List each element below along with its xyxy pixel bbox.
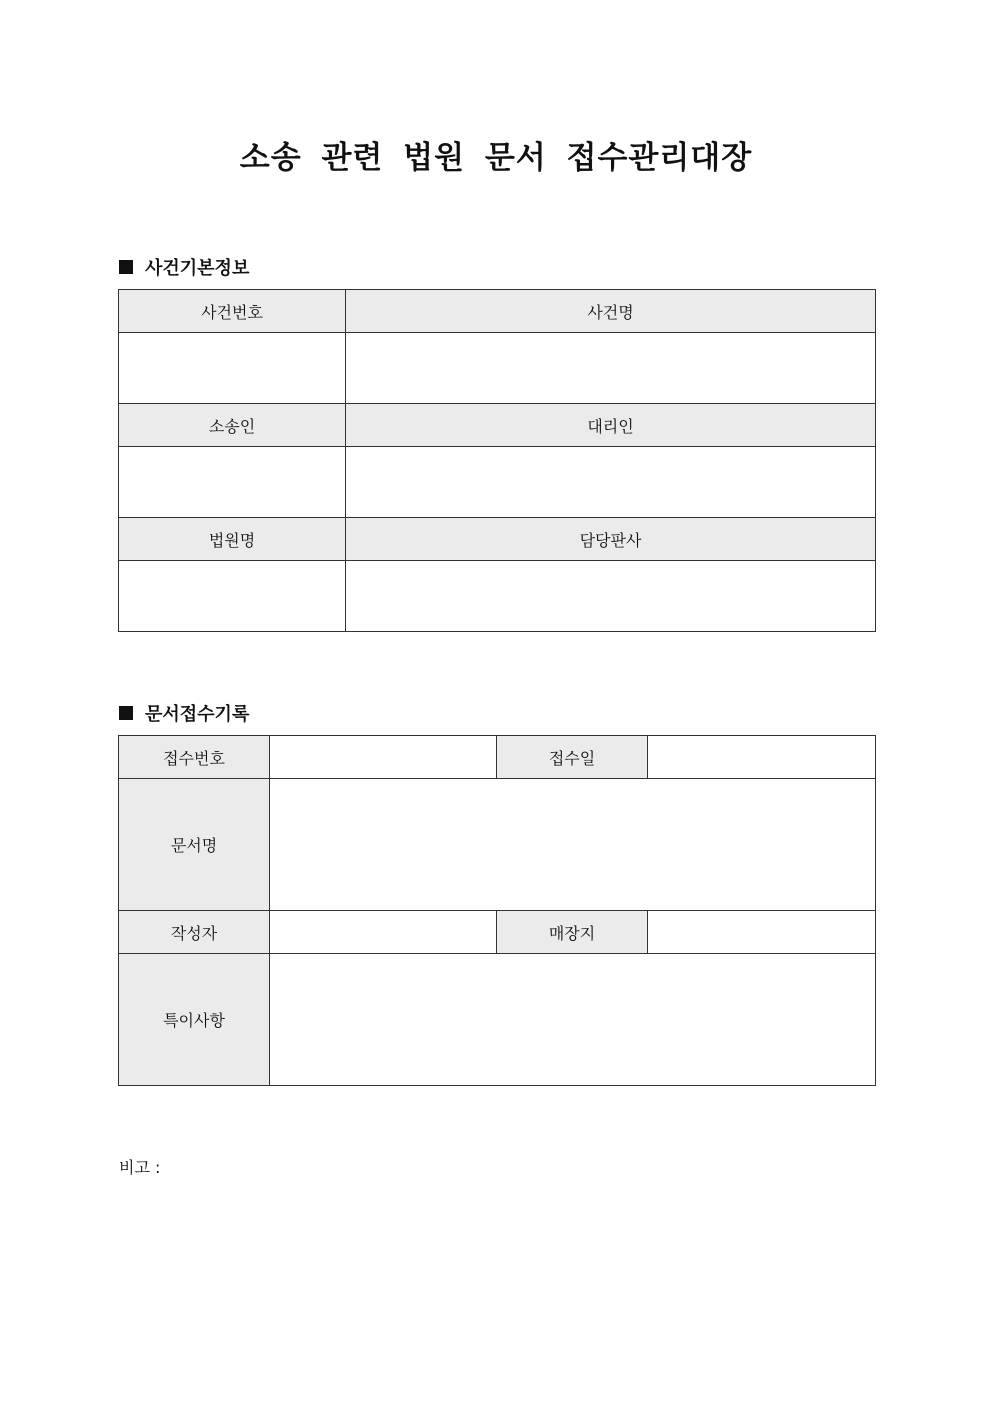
case-number-field[interactable] <box>119 333 346 404</box>
case-name-field[interactable] <box>346 333 876 404</box>
case-info-table <box>118 289 876 632</box>
table-row <box>119 561 876 632</box>
receipt-number-field[interactable] <box>270 736 497 779</box>
square-bullet-icon <box>119 706 133 720</box>
court-name-field[interactable] <box>119 561 346 632</box>
receipt-record-heading <box>119 700 249 726</box>
receipt-date-label: 접수일 <box>497 736 648 779</box>
table-row <box>119 736 876 779</box>
table-row <box>119 333 876 404</box>
case-info-heading <box>119 254 249 280</box>
court-name-label: 법원명 <box>119 518 346 561</box>
author-field[interactable] <box>270 911 497 954</box>
square-bullet-icon <box>119 260 133 274</box>
receipt-record-table <box>118 735 876 1086</box>
table-row <box>119 911 876 954</box>
table-row <box>119 404 876 447</box>
agent-label: 대리인 <box>346 404 876 447</box>
case-number-label: 사건번호 <box>119 290 346 333</box>
agent-field[interactable] <box>346 447 876 518</box>
table-row <box>119 779 876 911</box>
receipt-date-field[interactable] <box>648 736 876 779</box>
litigant-label: 소송인 <box>119 404 346 447</box>
judge-field[interactable] <box>346 561 876 632</box>
case-name-label: 사건명 <box>346 290 876 333</box>
author-label: 작성자 <box>119 911 270 954</box>
case-info-heading-text: 사건기본정보 <box>145 258 250 279</box>
table-row <box>119 290 876 333</box>
document-name-field[interactable] <box>270 779 876 911</box>
page-title: 소송 관련 법원 문서 접수관리대장 <box>239 140 753 176</box>
receipt-number-label: 접수번호 <box>119 736 270 779</box>
litigant-field[interactable] <box>119 447 346 518</box>
special-notes-field[interactable] <box>270 954 876 1086</box>
page-count-label: 매장지 <box>497 911 648 954</box>
table-row <box>119 447 876 518</box>
judge-label: 담당판사 <box>346 518 876 561</box>
receipt-record-heading-text: 문서접수기록 <box>145 704 250 725</box>
document-name-label: 문서명 <box>119 779 270 911</box>
page-count-field[interactable] <box>648 911 876 954</box>
table-row <box>119 954 876 1086</box>
remarks-label: 비고 : <box>119 1158 161 1177</box>
table-row <box>119 518 876 561</box>
special-notes-label: 특이사항 <box>119 954 270 1086</box>
